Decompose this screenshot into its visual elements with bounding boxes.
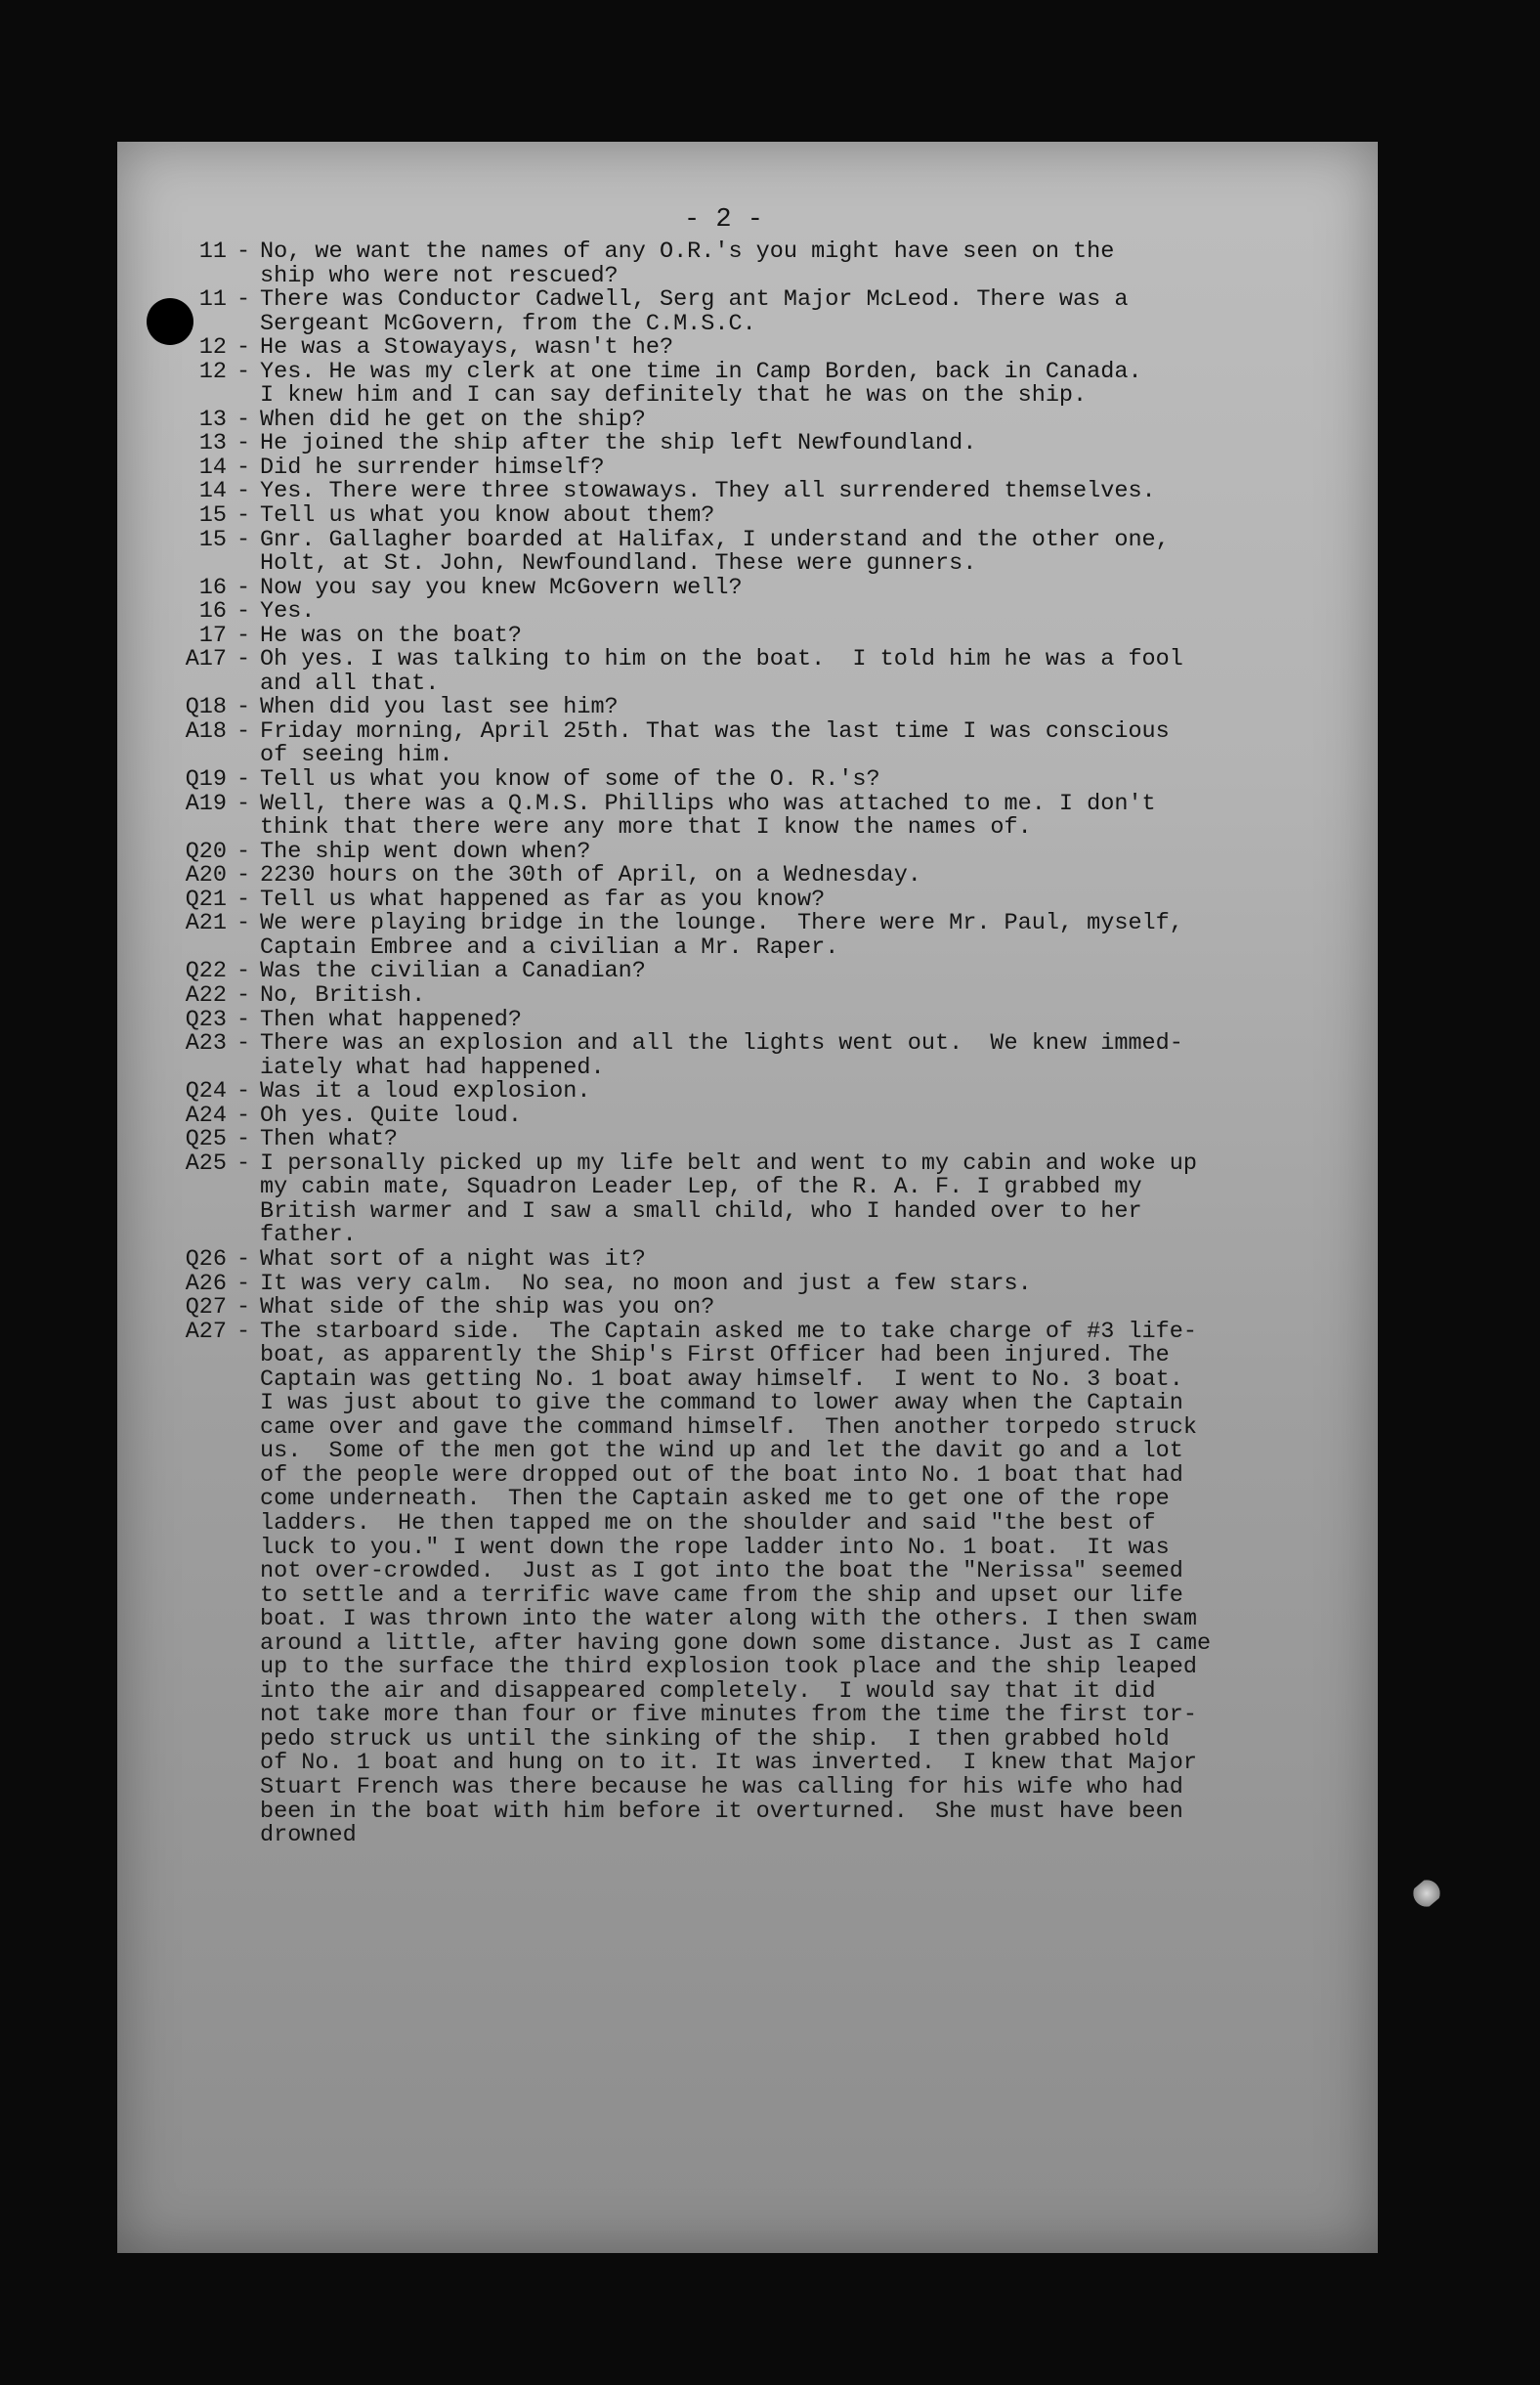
entry-text: Was it a loud explosion. [260,1078,591,1106]
entry-dash: - [235,838,251,865]
entry-text: Oh yes. I was talking to him on the boat. I told him he was a fool and all that. [260,646,1183,697]
entry-text: When did you last see him? [260,694,619,721]
entry-code: 11 [198,286,227,314]
entry-text: He was on the boat? [260,622,522,649]
entry-dash: - [235,406,251,433]
entry-code: A22 [185,981,227,1009]
entry-dash: - [235,766,251,794]
entry-code: A27 [185,1318,227,1345]
entry-code: 11 [198,238,227,265]
transcript-entry [168,480,1380,504]
entry-code: A20 [185,862,227,889]
interview-transcript [168,240,1380,1848]
entry-code: Q26 [185,1245,227,1273]
transcript-entry [168,288,1380,336]
entry-text: Yes. He was my clerk at one time in Camp Borden, back in Canada. I knew him and I can say definitely that he was on the ship. [260,358,1142,410]
entry-code: Q21 [185,886,227,913]
entry-dash: - [235,981,251,1009]
entry-text: Oh yes. Quite loud. [260,1102,522,1129]
entry-text: Now you say you knew McGovern well? [260,574,743,601]
entry-dash: - [235,694,251,721]
transcript-entry [168,717,1380,769]
entry-code: 17 [198,622,227,649]
transcript-entry [168,1149,1380,1249]
transcript-entry [168,1318,1380,1849]
entry-dash: - [235,1245,251,1273]
entry-code: Q20 [185,838,227,865]
entry-code: 13 [198,406,227,433]
entry-code: Q23 [185,1006,227,1033]
entry-dash: - [235,1006,251,1033]
entry-text: There was Conductor Cadwell, Serg ant Major McLeod. There was a Sergeant McGovern, from the C.M.S.C. [260,286,1129,337]
transcript-entry [168,960,1380,984]
entry-dash: - [235,286,251,314]
entry-dash: - [235,862,251,889]
entry-dash: - [235,1318,251,1345]
transcript-entry [168,1032,1380,1080]
entry-code: 12 [198,358,227,385]
transcript-entry [168,1245,1380,1273]
entry-text: When did he get on the ship? [260,406,646,433]
entry-text: Gnr. Gallagher boarded at Halifax, I understand and the other one, Holt, at St. John, Newfoundland. These were gunners. [260,526,1170,578]
entry-code: Q22 [185,958,227,985]
entry-text: Tell us what happened as far as you know? [260,886,826,913]
entry-dash: - [235,454,251,481]
transcript-entry [168,864,1380,889]
transcript-entry [168,1080,1380,1105]
entry-dash: - [235,1294,251,1322]
transcript-entry [168,768,1380,793]
entry-text: Did he surrender himself? [260,454,605,481]
entry-dash: - [235,334,251,362]
entry-dash: - [235,910,251,937]
entry-code: A17 [185,646,227,673]
entry-dash: - [235,502,251,530]
transcript-entry [168,336,1380,361]
entry-code: A21 [185,910,227,937]
transcript-entry [168,1006,1380,1033]
entry-dash: - [235,526,251,553]
entry-code: A26 [185,1270,227,1297]
transcript-entry [168,790,1380,842]
entry-text: He was a Stowayays, wasn't he? [260,334,674,362]
entry-dash: - [235,598,251,626]
transcript-entry [168,406,1380,433]
transcript-entry [168,358,1380,410]
entry-dash: - [235,646,251,673]
entry-code: Q19 [185,766,227,794]
entry-text: Then what? [260,1126,399,1153]
entry-dash: - [235,574,251,601]
entry-dash: - [235,1030,251,1058]
entry-code: Q27 [185,1294,227,1322]
transcript-entry [168,696,1380,720]
entry-text: Then what happened? [260,1006,522,1033]
transcript-entry [168,1102,1380,1129]
entry-text: Well, there was a Q.M.S. Phillips who was attached to me. I don't think that there were any more that I know the names of. [260,790,1156,842]
entry-text: No, British. [260,981,426,1009]
entry-code: Q18 [185,694,227,721]
entry-code: A23 [185,1030,227,1058]
staple-mark [1408,1875,1445,1912]
transcript-entry [168,240,1380,288]
entry-dash: - [235,238,251,265]
entry-code: A18 [185,717,227,745]
entry-text: Friday morning, April 25th. That was the last time I was conscious of seeing him. [260,717,1170,769]
entry-code: 16 [198,598,227,626]
entry-code: Q24 [185,1078,227,1106]
entry-code: A25 [185,1149,227,1177]
entry-code: A19 [185,790,227,817]
entry-dash: - [235,1078,251,1106]
transcript-entry [168,574,1380,601]
entry-dash: - [235,1270,251,1297]
transcript-entry [168,622,1380,649]
transcript-entry [168,456,1380,481]
transcript-entry [168,1296,1380,1321]
page-number: - 2 - [684,205,764,235]
entry-code: 15 [198,526,227,553]
entry-dash: - [235,1126,251,1153]
transcript-entry [168,886,1380,913]
entry-text: It was very calm. No sea, no moon and just a few stars. [260,1270,1032,1297]
transcript-entry [168,600,1380,625]
entry-code: 16 [198,574,227,601]
entry-text: No, we want the names of any O.R.'s you might have seen on the ship who were not rescued? [260,238,1115,289]
transcript-entry [168,432,1380,456]
transcript-entry [168,981,1380,1009]
entry-dash: - [235,717,251,745]
entry-code: Q25 [185,1126,227,1153]
entry-dash: - [235,886,251,913]
entry-text: We were playing bridge in the lounge. There were Mr. Paul, myself, Captain Embree and a civilian a Mr. Raper. [260,910,1183,961]
entry-text: I personally picked up my life belt and went to my cabin and woke up my cabin mate, Squadron Leader Lep, of the R. A. F. I grabbed my British warmer and I saw a small child, who I handed over to her father. [260,1149,1197,1249]
entry-text: Tell us what you know about them? [260,502,715,530]
entry-code: 12 [198,334,227,362]
transcript-entry [168,838,1380,865]
entry-dash: - [235,1149,251,1177]
entry-text: Was the civilian a Canadian? [260,958,646,985]
entry-code: 14 [198,478,227,505]
entry-dash: - [235,358,251,385]
entry-dash: - [235,1102,251,1129]
entry-text: 2230 hours on the 30th of April, on a Wednesday. [260,862,921,889]
entry-text: What side of the ship was you on? [260,1294,715,1322]
entry-text: Yes. There were three stowaways. They all surrendered themselves. [260,478,1156,505]
transcript-entry [168,1128,1380,1152]
transcript-entry [168,526,1380,578]
entry-dash: - [235,622,251,649]
entry-text: Yes. [260,598,316,626]
entry-dash: - [235,478,251,505]
entry-text: There was an explosion and all the lights went out. We knew immed- iately what had happened. [260,1030,1183,1081]
transcript-entry [168,912,1380,960]
transcript-entry [168,648,1380,696]
entry-text: What sort of a night was it? [260,1245,646,1273]
entry-text: The ship went down when? [260,838,591,865]
entry-code: 15 [198,502,227,530]
entry-code: 14 [198,454,227,481]
transcript-entry [168,504,1380,529]
entry-text: The starboard side. The Captain asked me to take charge of #3 life- boat, as apparently the Ship's First Officer had been injured. The Captain was getting No. 1 boat away himself. I went to No. 3 boat. I was just about to give the command to lower away when the Captain came over and gave the command himself. Then another torpedo struck us. Some of the men got the wind up and let the davit go and a lot of the people were dropped out of the boat into No. 1 boat that had come underneath. Then the Captain asked me to get one of the rope ladders. He then tapped me on the shoulder and said "the best of luck to you." I went down the rope ladder into No. 1 boat. It was not over-crowded. Just as I got into the boat the "Nerissa" seemed to settle and a terrific wave came from the ship and upset our life boat. I was thrown into the water along with the others. I then swam around a little, after having gone down some distance. Just as I came up to the surface the third explosion took place and the ship leaped into the air and disappeared completely. I would say that it did not take more than four or five minutes from the time the first tor- pedo struck us until the sinking of the ship. I then grabbed hold of No. 1 boat and hung on to it. It was inverted. I knew that Major Stuart French was there because he was calling for his wife who had been in the boat with him before it overturned. She must have been drowned [260,1318,1212,1849]
entry-dash: - [235,958,251,985]
entry-code: 13 [198,430,227,457]
entry-text: He joined the ship after the ship left Newfoundland. [260,430,977,457]
entry-dash: - [235,790,251,817]
entry-code: A24 [185,1102,227,1129]
entry-text: Tell us what you know of some of the O. R.'s? [260,766,880,794]
transcript-entry [168,1270,1380,1297]
entry-dash: - [235,430,251,457]
